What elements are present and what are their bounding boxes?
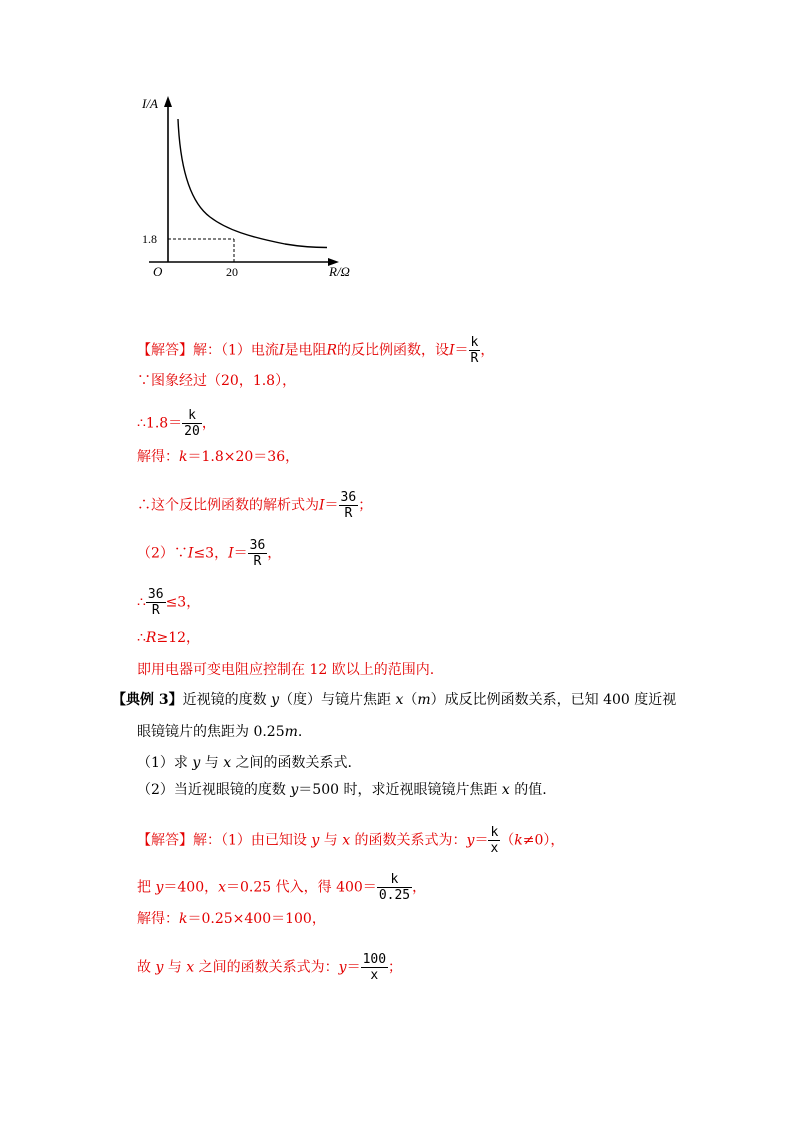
var: y: [155, 879, 164, 896]
example3-question1: [137, 753, 352, 773]
text: 是电阻: [284, 342, 327, 359]
text: 解得：: [137, 911, 179, 927]
denominator: 0.25: [378, 888, 411, 903]
solution1-line7: [137, 587, 200, 618]
text: ∴这个反比例函数的解析式为: [137, 497, 319, 514]
denominator: x: [490, 841, 499, 856]
var: R: [326, 342, 337, 359]
denominator: 20: [184, 424, 200, 439]
numerator: 36: [340, 490, 357, 505]
example-tag: 【典例 3】: [112, 692, 183, 708]
var: x: [501, 782, 510, 798]
var: R: [145, 630, 157, 646]
var: I: [319, 497, 325, 514]
text: 的函数关系式为：: [350, 832, 467, 849]
var: x: [395, 692, 404, 708]
text: 的值.: [509, 782, 547, 798]
var: y: [311, 832, 320, 849]
fraction: [248, 538, 268, 569]
text: ＝: [474, 832, 489, 849]
numerator: k: [470, 335, 479, 350]
solution1-line9: [137, 660, 434, 680]
text: ≠0），: [522, 832, 565, 849]
answer-tag: 【解答】: [137, 832, 193, 849]
text: ≤3，: [193, 545, 229, 562]
text: ≥12，: [156, 630, 201, 646]
text: 把: [137, 879, 156, 896]
answer-tag: 【解答】: [137, 342, 193, 359]
fraction: [361, 952, 388, 983]
text: 与: [319, 832, 343, 849]
fraction: [182, 408, 202, 439]
text: （: [403, 692, 418, 708]
text: ；: [358, 497, 373, 514]
text: 与: [200, 755, 224, 771]
text: （1）求: [137, 755, 193, 771]
text: ∴1.8＝: [137, 415, 183, 432]
text: 解：（1）电流: [193, 342, 279, 359]
y-axis-label: I/A: [142, 96, 158, 111]
text: ＝500 时，求近视眼镜镜片焦距: [298, 782, 502, 798]
example3-question2: [137, 780, 547, 800]
denominator: R: [146, 602, 166, 618]
text: ，: [267, 545, 282, 562]
var: I: [187, 545, 194, 562]
text: .: [297, 724, 303, 740]
var: y: [338, 959, 347, 976]
denominator: R: [248, 553, 268, 569]
text: 与: [163, 959, 187, 976]
fraction: [339, 490, 359, 521]
text: ＝400，: [163, 879, 219, 896]
var: k: [179, 911, 188, 927]
var: I: [449, 342, 455, 359]
var: x: [218, 879, 227, 896]
solution1-line8: [137, 628, 200, 648]
fraction: [488, 825, 500, 856]
x-axis-label: R/Ω: [329, 264, 350, 279]
denominator: R: [339, 505, 359, 521]
var: m: [417, 692, 431, 708]
text: ＝0.25×400＝100，: [187, 911, 326, 927]
numerator: 36: [249, 538, 266, 553]
text: （2）当近视眼镜的度数: [137, 782, 291, 798]
solution1-line1: [137, 335, 494, 366]
y-tick-label: 1.8: [142, 232, 157, 246]
text: ＝: [454, 342, 469, 359]
var: y: [192, 755, 201, 771]
text: ，: [412, 879, 427, 896]
y-axis-arrow: [164, 96, 172, 107]
text: ，: [480, 342, 495, 359]
text: 近视镜的度数: [182, 692, 272, 708]
solution1-line3: [137, 408, 216, 439]
text: 眼镜镜片的焦距为 0.25: [137, 724, 285, 740]
text: ）成反比例函数关系，已知 400 度近视: [430, 692, 677, 708]
numerator: 100: [362, 952, 387, 967]
var: I: [228, 545, 234, 562]
text: ∵图象经过（20，1.8），: [137, 373, 297, 389]
var: y: [271, 692, 279, 708]
text: （度）与镜片焦距: [279, 692, 396, 708]
text: ，: [201, 415, 216, 432]
text: 故: [137, 959, 156, 976]
text: 之间的函数关系式为：: [194, 959, 339, 976]
example3-line1: [112, 690, 676, 710]
text: （2）∵: [137, 545, 188, 562]
var: x: [223, 755, 232, 771]
solution2-line4: [137, 952, 402, 983]
text: ＝: [324, 497, 339, 514]
numerator: 36: [147, 587, 164, 602]
var: y: [466, 832, 475, 849]
solution1-line5: [137, 490, 372, 521]
var: I: [278, 342, 285, 359]
var: m: [284, 724, 298, 740]
text: ＝: [233, 545, 248, 562]
numerator: k: [188, 408, 196, 423]
text: ＝: [346, 959, 361, 976]
text: ；: [388, 959, 403, 976]
denominator: x: [361, 967, 388, 983]
var: y: [290, 782, 299, 798]
var: k: [514, 832, 523, 849]
text: 即用电器可变电阻应控制在 12 欧以上的范围内.: [137, 662, 435, 678]
numerator: k: [390, 872, 399, 887]
text: ∴: [137, 594, 146, 611]
hyperbola-curve: [178, 119, 327, 248]
solution1-line2: [137, 371, 296, 391]
text: 解：（1）由已知设: [193, 832, 312, 849]
solution2-line1: [137, 825, 564, 856]
solution1-line4: [137, 447, 299, 467]
text: 之间的函数关系式.: [231, 755, 352, 771]
text: ≤3，: [165, 594, 201, 611]
denominator: R: [470, 351, 479, 366]
var: y: [155, 959, 164, 976]
numerator: k: [490, 825, 499, 840]
var: x: [186, 959, 195, 976]
text: ＝1.8×20＝36，: [187, 449, 300, 465]
var: k: [179, 449, 188, 465]
text: 解得：: [137, 449, 179, 465]
solution2-line3: [137, 909, 326, 929]
x-tick-label: 20: [226, 265, 238, 279]
inverse-proportion-graph: [135, 92, 365, 282]
solution1-line6: [137, 538, 281, 569]
origin-label: O: [153, 264, 163, 279]
fraction: [377, 872, 412, 903]
text: ＝0.25 代入，得 400＝: [226, 879, 377, 896]
example3-line2: [137, 722, 302, 742]
text: （: [500, 832, 515, 849]
text: ∴: [137, 630, 146, 646]
text: 的反比例函数，设: [337, 342, 449, 359]
fraction: [469, 335, 481, 366]
fraction: [146, 587, 166, 618]
solution2-line2: [137, 872, 426, 903]
var: x: [342, 832, 351, 849]
